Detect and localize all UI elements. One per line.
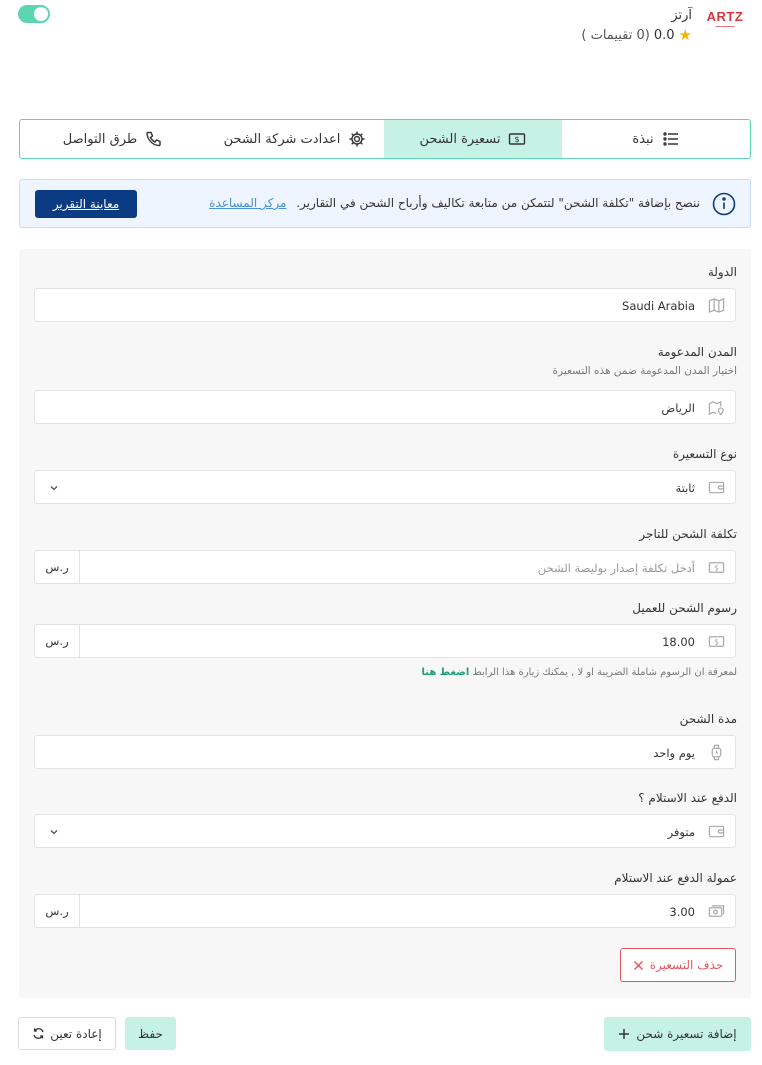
customer-fee-value: 18.00 (662, 635, 695, 649)
cities-field[interactable] (34, 390, 736, 424)
help-center-link[interactable]: مركز المساعدة (209, 196, 287, 210)
banner-message: ننصح بإضافة "تكلفة الشحن" لتتمكن من متابعة تكاليف وأرباح الشحن في التقارير. (296, 196, 700, 210)
toggle-knob (34, 7, 48, 21)
merchant-cost-placeholder: أدخل تكلفة إصدار بوليصة الشحن (537, 561, 695, 575)
country-value: Saudi Arabia (622, 299, 695, 313)
map-pin-icon (708, 399, 725, 416)
banner-message-row (209, 196, 700, 210)
info-icon (712, 192, 736, 216)
tab-about[interactable] (562, 120, 750, 158)
preview-report-button[interactable]: معاينة التقرير (35, 190, 137, 218)
app-name: آرتز (671, 8, 692, 23)
currency-unit: ر.س (35, 625, 80, 657)
pricing-type-select[interactable] (34, 470, 736, 504)
info-banner (19, 179, 751, 228)
tab-label: طرق التواصل (62, 131, 138, 147)
rating-count: (0 تقييمات ) (581, 27, 650, 43)
tab-shipping-pricing[interactable] (384, 120, 562, 158)
chevron-down-icon (49, 827, 59, 837)
merchant-cost-label: تكلفة الشحن للتاجر (639, 527, 737, 541)
rating-score: 0.0 (653, 27, 675, 43)
money-icon (708, 559, 725, 576)
add-pricing-button[interactable] (604, 1017, 751, 1051)
tax-hint-text: لمعرفة ان الرسوم شاملة الضريبة او لا , يمكنك زيارة هذا الرابط (472, 667, 737, 678)
status-toggle[interactable] (18, 5, 50, 23)
cod-fee-input[interactable] (34, 894, 736, 928)
refresh-icon (32, 1027, 45, 1040)
rating (581, 26, 692, 44)
save-button[interactable]: حفظ (125, 1017, 176, 1050)
cod-fee-value: 3.00 (669, 905, 695, 919)
tab-label: اعدادت شركة الشحن (223, 131, 341, 147)
watch-icon (708, 744, 725, 761)
merchant-cost-input[interactable] (34, 550, 736, 584)
cities-value: الرياض (661, 401, 695, 415)
country-label: الدولة (707, 265, 737, 279)
delete-pricing-button[interactable] (620, 948, 736, 982)
delete-pricing-label: حذف التسعيرة (649, 958, 724, 972)
pricing-form-panel (19, 249, 751, 998)
svg-text:$: $ (514, 135, 521, 144)
tab-label: تسعيرة الشحن (419, 131, 501, 147)
customer-fee-label: رسوم الشحن للعميل (632, 601, 737, 615)
currency-unit: ر.س (35, 551, 80, 583)
plus-icon (618, 1028, 630, 1040)
cities-sublabel: اختيار المدن المدعومة ضمن هذه التسعيرة (552, 365, 737, 377)
cod-fee-label: عمولة الدفع عند الاستلام (614, 871, 737, 885)
customer-fee-input[interactable] (34, 624, 736, 658)
money-icon (508, 130, 526, 148)
pricing-type-label: نوع التسعيرة (672, 447, 737, 461)
app-logo: ARTZ ━━━━━━━━ (706, 9, 744, 29)
chevron-down-icon (49, 483, 59, 493)
country-field[interactable] (34, 288, 736, 322)
wallet-icon (708, 479, 725, 496)
tab-company-settings[interactable] (206, 120, 384, 158)
cod-label: الدفع عند الاستلام ؟ (638, 791, 737, 805)
tab-label: نبذة (632, 131, 654, 147)
currency-unit: ر.س (35, 895, 80, 927)
close-icon (633, 960, 644, 971)
wallet-icon (708, 823, 725, 840)
duration-field[interactable] (34, 735, 736, 769)
list-icon (662, 130, 680, 148)
tab-contact-methods[interactable] (20, 120, 206, 158)
cod-select[interactable] (34, 814, 736, 848)
cash-icon (708, 903, 725, 920)
svg-text:$: $ (714, 637, 719, 647)
add-pricing-label: إضافة تسعيرة شحن (636, 1027, 737, 1041)
tax-hint-link[interactable]: اضغط هنا (421, 667, 470, 678)
money-icon (708, 633, 725, 650)
pricing-type-value: ثابتة (675, 481, 695, 495)
svg-text:$: $ (714, 563, 719, 573)
reset-label: إعادة تعين (50, 1026, 102, 1041)
tabs-bar (19, 119, 751, 159)
gear-icon (348, 130, 366, 148)
duration-value: يوم واحد (653, 746, 695, 760)
star-icon: ★ (678, 26, 692, 44)
duration-label: مدة الشحن (679, 712, 737, 726)
reset-button[interactable] (18, 1017, 116, 1050)
map-icon (708, 297, 725, 314)
cities-label: المدن المدعومة (657, 345, 737, 359)
tax-hint (422, 667, 737, 678)
cod-value: متوفر (667, 825, 695, 839)
phone-icon (145, 130, 163, 148)
